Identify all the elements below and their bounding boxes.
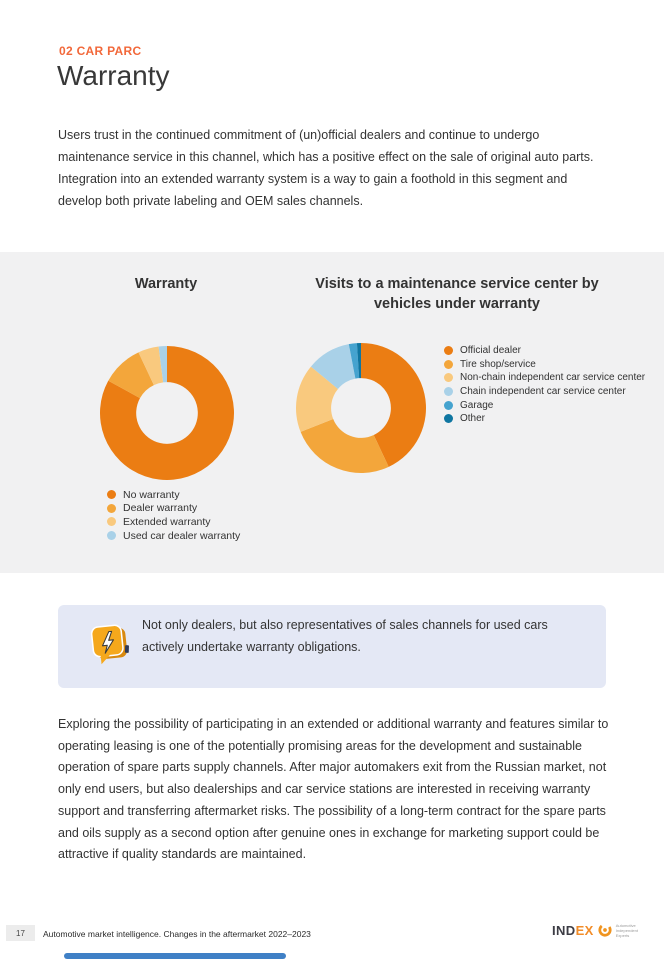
legend-label: Other (460, 413, 486, 425)
legend-item (444, 344, 645, 358)
legend-dot (107, 531, 116, 540)
index-logo-text: INDEX (552, 922, 594, 938)
index-logo-tagline: Automotive Independent Experts (615, 922, 638, 938)
warranty-legend (107, 488, 240, 542)
footer-title: Automotive market intelligence. Changes in the aftermarket 2022–2023 (43, 929, 311, 939)
legend-dot (444, 401, 453, 410)
page-scroll-indicator[interactable] (64, 953, 286, 959)
warranty-donut-chart (100, 346, 234, 480)
legend-label: Tire shop/service (460, 358, 536, 370)
legend-dot (107, 504, 116, 513)
legend-item (107, 488, 240, 502)
legend-label: No warranty (123, 488, 180, 501)
legend-label: Used car dealer warranty (123, 529, 241, 542)
legend-dot (444, 360, 453, 369)
charts-panel (0, 252, 664, 573)
legend-label: Non-chain independent car service center (460, 372, 646, 384)
chart-title-visits: Visits to a maintenance service center by vehicles under warranty (315, 276, 599, 312)
section-kicker: 02 CAR PARC (59, 44, 142, 58)
legend-dot (444, 346, 453, 355)
legend-item (444, 385, 645, 399)
lightning-speech-bubble-icon (88, 619, 134, 671)
legend-dot (107, 517, 116, 526)
index-logo-icon (597, 922, 613, 938)
legend-label: Garage (460, 399, 494, 411)
legend-dot (107, 490, 116, 499)
legend-label: Extended warranty (123, 515, 211, 528)
body-paragraph: Exploring the possibility of participating in an extended or additional warranty and features similar to operating leasing is one of the potentially promising areas for the development and sustainable operation of spare parts supply channels. After major automakers exit from the Russian market, not only end users, but also dealerships and car service stations are interested in receiving warranty support and transferring aftermarket risks. The possibility of a long-term contract for the spare parts and oils supply as a second option after genuine ones in exchange for marketing support could be attractive if quality standards are maintained. (58, 717, 609, 862)
page-title: Warranty (57, 60, 170, 91)
index-logo (552, 922, 638, 938)
legend-item (107, 502, 240, 516)
intro-paragraph: Users trust in the continued commitment of (un)official dealers and continue to undergo maintenance service in this channel, which has a positive effect on the sale of original auto parts. Integration into an extended warranty system is a way to gain a foothold in this segment and develop both private labeling and OEM sales channels. (58, 128, 594, 208)
legend-item (444, 358, 645, 372)
legend-label: Chain independent car service center (460, 386, 626, 398)
chart-title-warranty: Warranty (134, 276, 198, 292)
page-number-badge: 17 (6, 925, 35, 941)
visits-legend (444, 344, 645, 426)
visits-donut-chart (296, 343, 426, 473)
legend-label: Official dealer (460, 345, 521, 357)
legend-dot (444, 414, 453, 423)
legend-dot (444, 373, 453, 382)
callout-box (58, 605, 606, 688)
legend-item (107, 529, 240, 543)
legend-dot (444, 387, 453, 396)
callout-text: Not only dealers, but also representatives of sales channels for used cars actively undertake warranty obligations. (142, 618, 548, 654)
donut-slice (301, 419, 389, 473)
legend-label: Dealer warranty (123, 502, 198, 515)
legend-item (444, 371, 645, 385)
legend-item (444, 398, 645, 412)
legend-item (107, 515, 240, 529)
legend-item (444, 412, 645, 426)
